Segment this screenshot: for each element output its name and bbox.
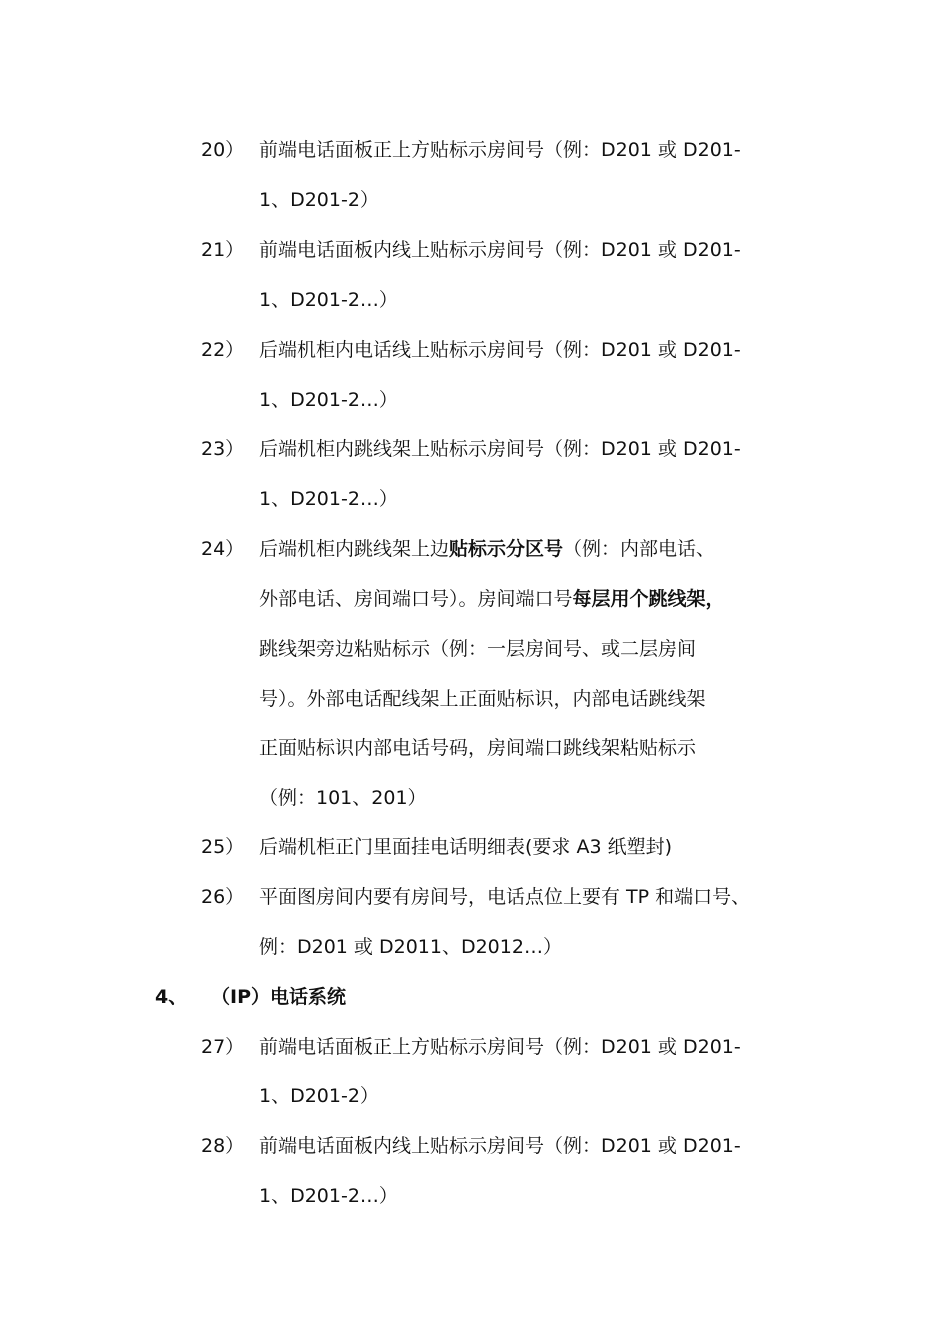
item-24-text-line2-a: 外部电话、房间端口号）。房间端口号 xyxy=(259,588,573,610)
item-25-text-line1: 后端机柜正门里面挂电话明细表(要求 A3 纸塑封) xyxy=(259,836,672,858)
section-4-title: （IP）电话系统 xyxy=(211,986,346,1008)
item-24-text-line1-c: （例：内部电话、 xyxy=(563,538,716,560)
item-23-text-line2: 1、D201-2…） xyxy=(259,488,398,510)
item-27-text-line1: 前端电话面板正上方贴标示房间号（例：D201 或 D201- xyxy=(259,1036,741,1058)
item-21-text-line1: 前端电话面板内线上贴标示房间号（例：D201 或 D201- xyxy=(259,239,741,261)
item-21-text-line2: 1、D201-2…） xyxy=(259,289,398,311)
item-28-text-line1: 前端电话面板内线上贴标示房间号（例：D201 或 D201- xyxy=(259,1135,741,1157)
item-24-text-line6: （例：101、201） xyxy=(259,787,427,809)
item-27-text-line2: 1、D201-2） xyxy=(259,1085,379,1107)
item-20-number: 20） xyxy=(201,139,245,161)
item-22-number: 22） xyxy=(201,339,245,361)
item-22-text-line1: 后端机柜内电话线上贴标示房间号（例：D201 或 D201- xyxy=(259,339,741,361)
item-28-text-line2: 1、D201-2…） xyxy=(259,1185,398,1207)
item-27-number: 27） xyxy=(201,1036,245,1058)
item-24-text-line4: 号）。外部电话配线架上正面贴标识，内部电话跳线架 xyxy=(259,688,706,710)
item-21-number: 21） xyxy=(201,239,245,261)
item-25-number: 25） xyxy=(201,836,245,858)
item-20-text-line2: 1、D201-2） xyxy=(259,189,379,211)
item-26-text-line1: 平面图房间内要有房间号，电话点位上要有 TP 和端口号、 xyxy=(259,886,751,908)
item-24-text-line2-bold: 每层用个跳线架， xyxy=(572,588,725,610)
item-24-text-line1 xyxy=(259,536,715,562)
item-28-number: 28） xyxy=(201,1135,245,1157)
item-20-text-line1: 前端电话面板正上方贴标示房间号（例：D201 或 D201- xyxy=(259,139,741,161)
section-4-number: 4、 xyxy=(155,986,188,1008)
item-24-text-line1-bold: 贴标示分区号 xyxy=(449,538,564,560)
item-26-number: 26） xyxy=(201,886,245,908)
item-24-text-line2 xyxy=(259,586,725,612)
item-24-text-line3: 跳线架旁边粘贴标示（例：一层房间号、或二层房间 xyxy=(259,638,697,660)
item-24-text-line1-a: 后端机柜内跳线架上边 xyxy=(259,538,450,560)
item-24-text-line5: 正面贴标识内部电话号码，房间端口跳线架粘贴标示 xyxy=(259,737,697,759)
item-23-number: 23） xyxy=(201,438,245,460)
item-22-text-line2: 1、D201-2…） xyxy=(259,389,398,411)
item-23-text-line1: 后端机柜内跳线架上贴标示房间号（例：D201 或 D201- xyxy=(259,438,741,460)
item-24-number: 24） xyxy=(201,538,245,560)
item-26-text-line2: 例：D201 或 D2011、D2012…） xyxy=(259,936,562,958)
